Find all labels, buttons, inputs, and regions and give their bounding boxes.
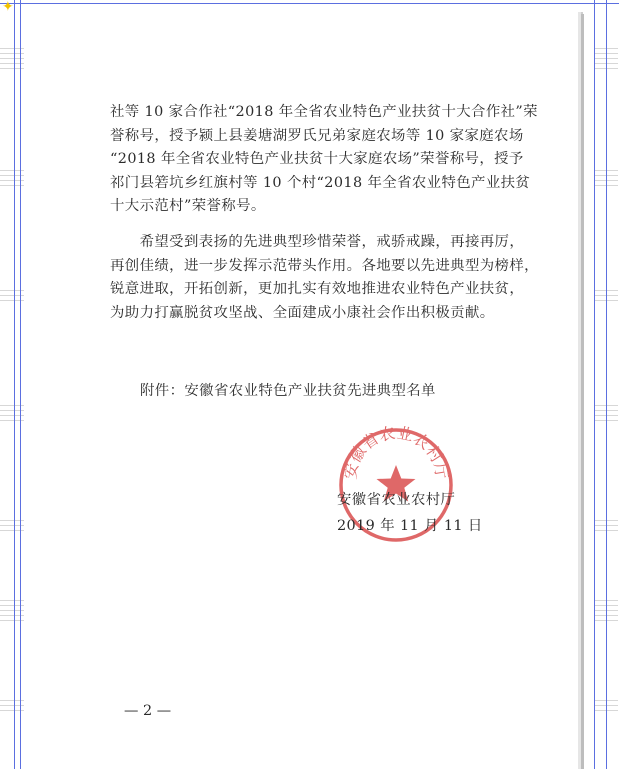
margin-rule-right-outer bbox=[606, 0, 607, 769]
text-line: “2018 年全省农业特色产业扶贫十大家庭农场”荣誉称号，授予 bbox=[110, 151, 524, 168]
issue-date: 2019 年 11 月 11 日 bbox=[337, 518, 483, 534]
text-line: 再创佳绩，进一步发挥示范带头作用。各地要以先进典型为榜样， bbox=[110, 257, 539, 274]
paragraph-expectation bbox=[110, 231, 539, 325]
page-number: — 2 — bbox=[124, 703, 172, 719]
issuer-name: 安徽省农业农村厅 bbox=[337, 492, 456, 508]
text-line: 誉称号，授予颍上县姜塘湖罗氏兄弟家庭农场等 10 家家庭农场 bbox=[110, 127, 524, 144]
text-line: 祁门县箬坑乡红旗村等 10 个村“2018 年全省农业特色产业扶贫 bbox=[110, 174, 531, 191]
text-line: 社等 10 家合作社“2018 年全省农业特色产业扶贫十大合作社”荣 bbox=[110, 104, 538, 120]
seal-lettering: 安徽省农业农村厅 bbox=[340, 425, 452, 481]
text-line: 锐意进取，开拓创新，更加扎实有效地推进农业特色产业扶贫， bbox=[110, 281, 525, 298]
margin-rule-right-inner bbox=[594, 0, 595, 769]
document-body bbox=[110, 101, 539, 325]
margin-rule-left-outer bbox=[14, 0, 15, 769]
margin-rule-left-inner bbox=[20, 0, 21, 769]
margin-rule-top bbox=[0, 3, 619, 4]
text-line: 十大示范村”荣誉称号。 bbox=[110, 198, 266, 215]
text-line: 为助力打赢脱贫攻坚战、全面建成小康社会作出积极贡献。 bbox=[110, 304, 495, 321]
page-edge-shadow bbox=[581, 14, 584, 769]
attachment-line: 附件：安徽省农业特色产业扶贫先进典型名单 bbox=[140, 383, 436, 399]
paragraph-commendation bbox=[110, 101, 538, 219]
sparkle-icon: ✦ bbox=[2, 0, 14, 15]
text-line: 希望受到表扬的先进典型珍惜荣誉，戒骄戒躁，再接再厉， bbox=[110, 233, 525, 250]
